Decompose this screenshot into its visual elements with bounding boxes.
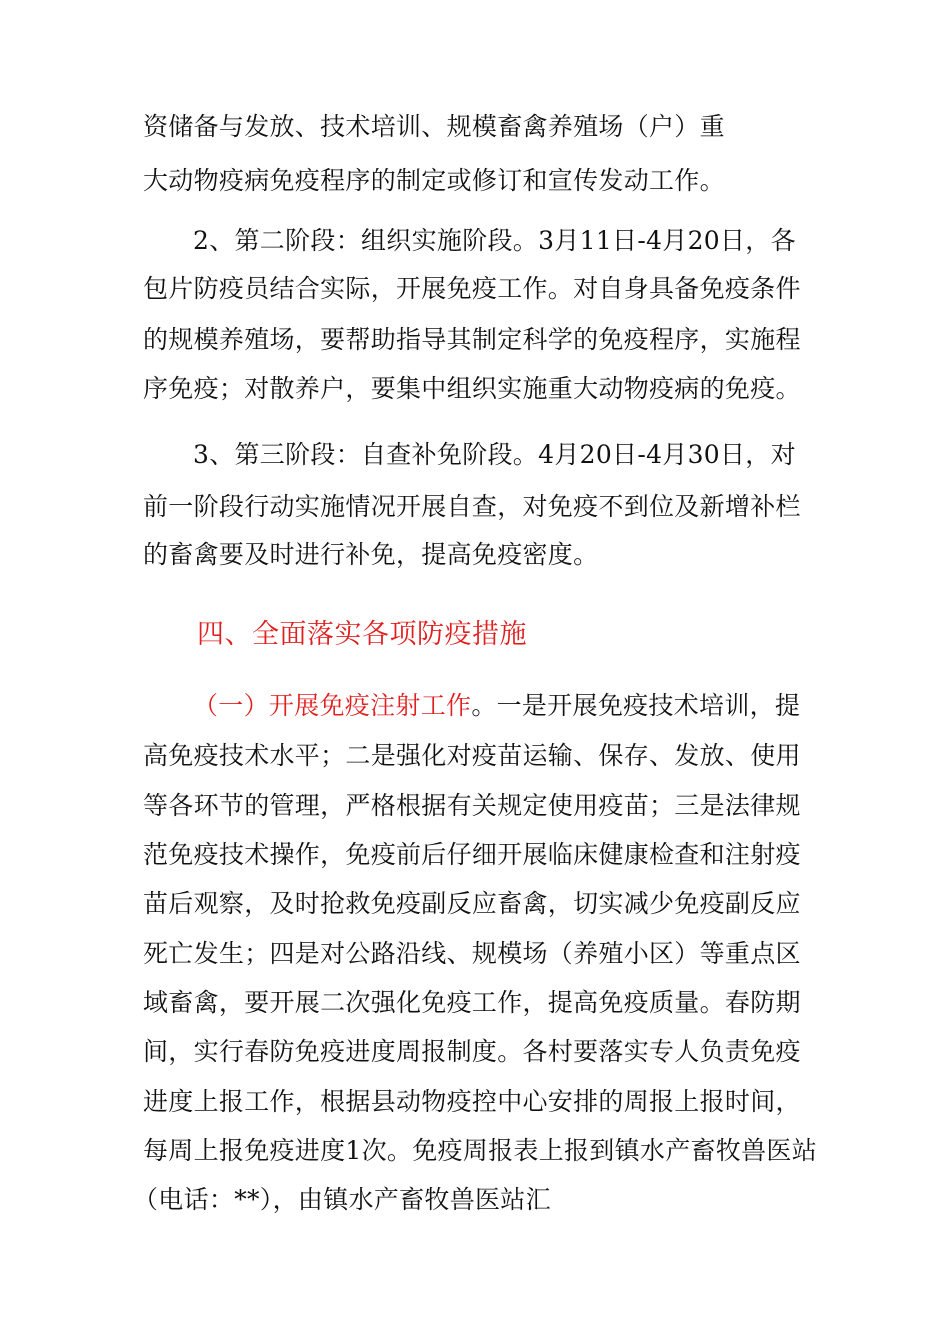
subsection-title: （一）开展免疫注射工作 — [193, 691, 472, 720]
body-line: 等各环节的管理，严格根据有关规定使用疫苗；三是法律规 — [143, 791, 801, 820]
body-line: 资储备与发放、技术培训、规模畜禽养殖场（户）重 — [143, 112, 725, 141]
paragraph-stage-2-first-line: 2、第二阶段：组织实施阶段。3月11日-4月20日，各 — [193, 226, 796, 255]
body-line: 范免疫技术操作，免疫前后仔细开展临床健康检查和注射疫 — [143, 840, 801, 869]
body-line: （电话：**），由镇水产畜牧兽医站汇 — [133, 1185, 551, 1214]
body-line: 死亡发生；四是对公路沿线、规模场（养殖小区）等重点区 — [143, 939, 801, 968]
body-line: 大动物疫病免疫程序的制定或修订和宣传发动工作。 — [143, 166, 725, 195]
body-line: 每周上报免疫进度1次。免疫周报表上报到镇水产畜牧兽医站 — [143, 1136, 818, 1165]
body-line: 的规模养殖场，要帮助指导其制定科学的免疫程序，实施程 — [143, 325, 801, 354]
subsection-first-line — [193, 691, 800, 721]
body-line: 序免疫；对散养户，要集中组织实施重大动物疫病的免疫。 — [143, 374, 801, 403]
section-heading: 四、全面落实各项防疫措施 — [197, 619, 527, 650]
subsection-first-line-rest: 。一是开展免疫技术培训，提 — [471, 691, 801, 720]
body-line: 的畜禽要及时进行补免，提高免疫密度。 — [143, 540, 599, 569]
paragraph-stage-3-first-line: 3、第三阶段：自查补免阶段。4月20日-4月30日，对 — [193, 440, 796, 469]
body-line: 包片防疫员结合实际，开展免疫工作。对自身具备免疫条件 — [143, 274, 801, 303]
body-line: 间，实行春防免疫进度周报制度。各村要落实专人负责免疫 — [143, 1037, 801, 1066]
body-line: 进度上报工作，根据县动物疫控中心安排的周报上报时间， — [143, 1087, 801, 1116]
body-line: 高免疫技术水平；二是强化对疫苗运输、保存、发放、使用 — [143, 741, 801, 770]
body-line: 苗后观察，及时抢救免疫副反应畜禽，切实减少免疫副反应 — [143, 889, 801, 918]
body-line: 前一阶段行动实施情况开展自查，对免疫不到位及新增补栏 — [143, 492, 801, 521]
body-line: 域畜禽，要开展二次强化免疫工作，提高免疫质量。春防期 — [143, 988, 801, 1017]
